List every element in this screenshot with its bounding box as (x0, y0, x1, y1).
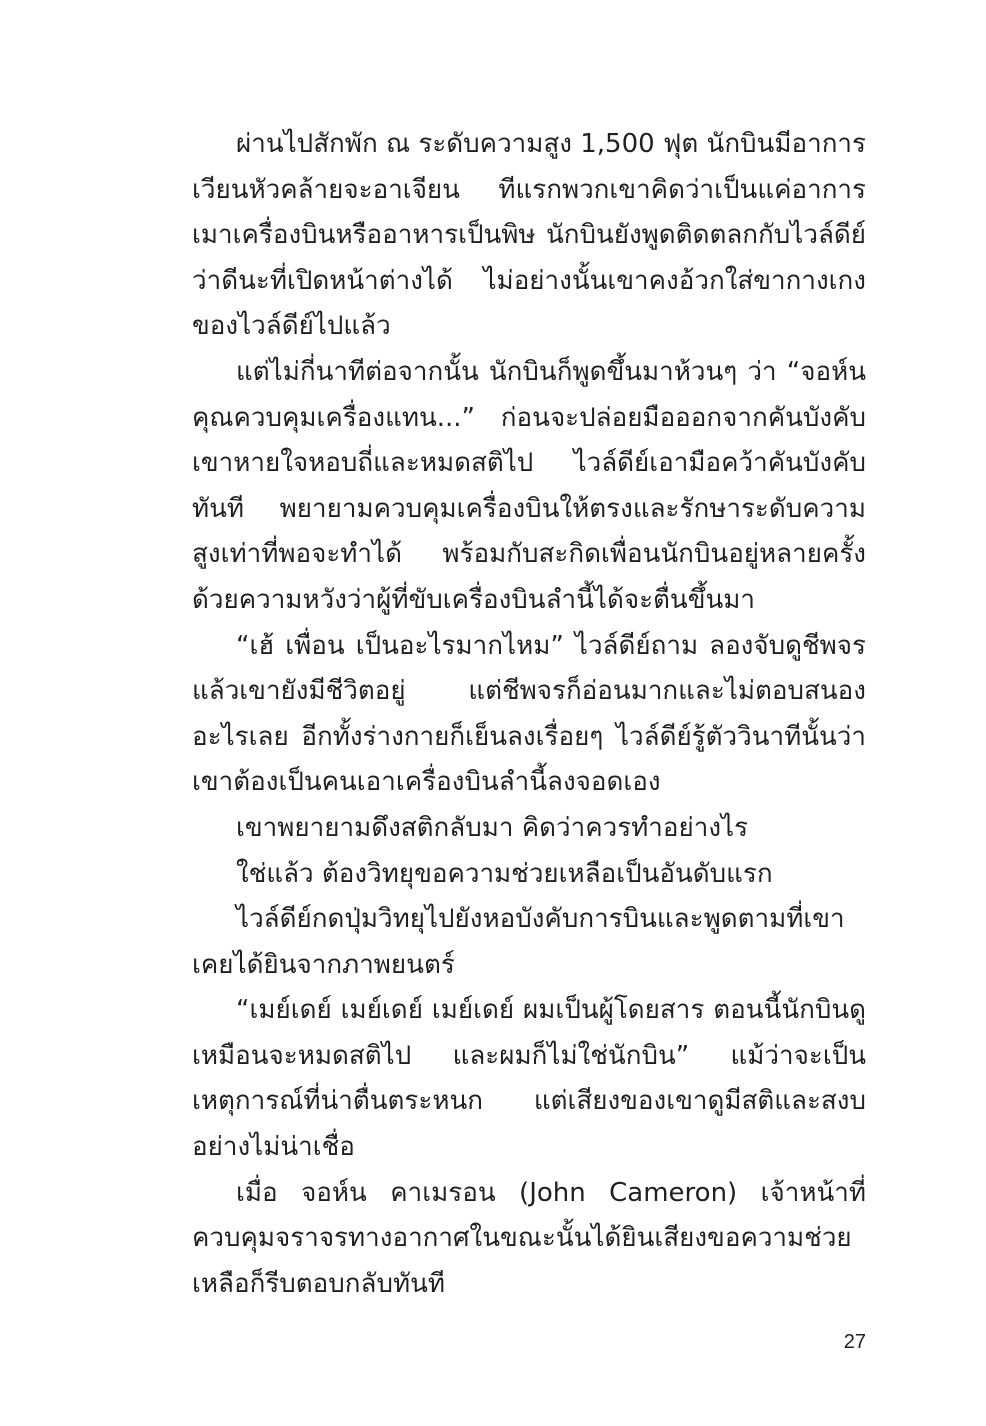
body-text (192, 122, 866, 1307)
page-number: 27 (843, 1331, 866, 1353)
paragraph-5: ใช่แล้ว ต้องวิทยุขอความช่วยเหลือเป็นอันดับแรก (236, 858, 773, 889)
paragraph-2: แต่ไม่กี่นาทีต่อจากนั้น นักบินก็พูดขึ้นมาห้วนๆ ว่า “จอห์นคุณควบคุมเครื่องแทน...” ก่อนจะปล่อยมือออกจากคันบังคับ เขาหายใจหอบถี่และหมดสติไป ไวล์ดีย์เอามือคว้าคันบังคับทันที พยายามควบคุมเครื่องบินให้ตรงและรักษาระดับความสูงเท่าที่พอจะทำได้ พร้อมกับสะกิดเพื่อนนักบินอยู่หลายครั้งด้วยความหวังว่าผู้ที่ขับเครื่องบินลำนี้ได้จะตื่นขึ้นมา (192, 356, 866, 615)
paragraph-6: ไวล์ดีย์กดปุ่มวิทยุไปยังหอบังคับการบินและพูดตามที่เขาเคยได้ยินจากภาพยนตร์ (192, 904, 845, 980)
paragraph-3: “เฮ้ เพื่อน เป็นอะไรมากไหม” ไวล์ดีย์ถาม ลองจับดูชีพจรแล้วเขายังมีชีวิตอยู่ แต่ชีพจรก็อ่อนมากและไม่ตอบสนองอะไรเลย อีกทั้งร่างกายก็เย็นลงเรื่อยๆ ไวล์ดีย์รู้ตัววินาทีนั้นว่าเขาต้องเป็นคนเอาเครื่องบินลำนี้ลงจอดเอง (192, 630, 866, 798)
paragraph-8: เมื่อ จอห์น คาเมรอน (John Cameron) เจ้าหน้าที่ควบคุมจราจรทางอากาศในขณะนั้นได้ยินเสียงขอความช่วยเหลือก็รีบตอบกลับทันที (192, 1177, 866, 1299)
paragraph-1: ผ่านไปสักพัก ณ ระดับความสูง 1,500 ฟุต นักบินมีอาการเวียนหัวคล้ายจะอาเจียน ทีแรกพวกเขาคิดว่าเป็นแค่อาการเมาเครื่องบินหรืออาหารเป็นพิษ นักบินยังพูดติดตลกกับไวล์ดีย์ว่าดีนะที่เปิดหน้าต่างได้ ไม่อย่างนั้นเขาคงอ้วกใส่ขากางเกงของไวล์ดีย์ไปแล้ว (192, 129, 866, 342)
paragraph-7: “เมย์เดย์ เมย์เดย์ เมย์เดย์ ผมเป็นผู้โดยสาร ตอนนี้นักบินดูเหมือนจะหมดสติไป และผมก็ไม่ใช่นักบิน” แม้ว่าจะเป็นเหตุการณ์ที่น่าตื่นตระหนก แต่เสียงของเขาดูมีสติและสงบอย่างไม่น่าเชื่อ (192, 995, 866, 1163)
paragraph-4: เขาพยายามดึงสติกลับมา คิดว่าควรทำอย่างไร (236, 812, 749, 843)
